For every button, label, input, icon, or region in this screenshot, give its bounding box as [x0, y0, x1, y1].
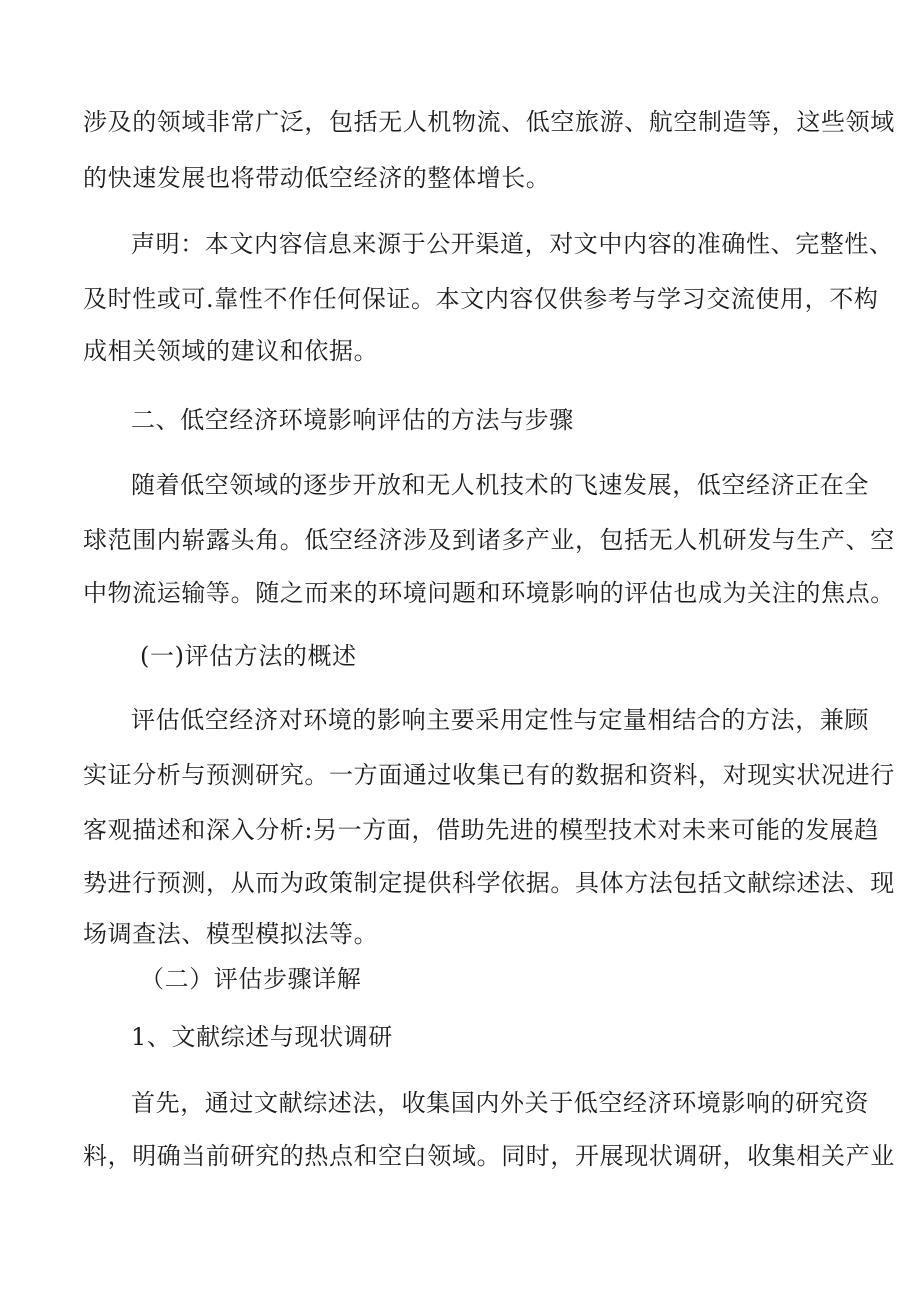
- section-2-paragraph-line-3: 中物流运输等。随之而来的环境问题和环境影响的评估也成为关注的焦点。: [83, 579, 895, 607]
- subsection-1-line-3: 客观描述和深入分析:另一方面，借助先进的模型技术对未来可能的发展趋: [83, 816, 879, 844]
- intro-line-2: 的快速发展也将带动低空经济的整体增长。: [83, 164, 551, 192]
- section-2-paragraph-line-2: 球范围内崭露头角。低空经济涉及到诸多产业，包括无人机研发与生产、空: [83, 526, 895, 554]
- subsection-1-line-5: 场调查法、模型模拟法等。: [83, 920, 379, 948]
- section-2-heading: 二、低空经济环境影响评估的方法与步骤: [131, 406, 574, 434]
- subsection-1-line-2: 实证分析与预测研究。一方面通过收集已有的数据和资料，对现实状况进行: [83, 761, 895, 789]
- subsection-2-heading: （二）评估步骤详解: [140, 965, 362, 993]
- step-1-line-2: 料，明确当前研究的热点和空白领域。同时，开展现状调研，收集相关产业: [83, 1142, 895, 1170]
- section-2-paragraph-line-1: 随着低空领域的逐步开放和无人机技术的飞速发展，低空经济正在全: [131, 471, 869, 499]
- subsection-1-line-1: 评估低空经济对环境的影响主要采用定性与定量相结合的方法，兼顾: [131, 706, 869, 734]
- disclaimer-line-2: 及时性或可.靠性不作任何保证。本文内容仅供参考与学习交流使用，不构: [83, 285, 879, 313]
- intro-line-1: 涉及的领域非常广泛，包括无人机物流、低空旅游、航空制造等，这些领域: [83, 108, 895, 136]
- disclaimer-line-1: 声明：本文内容信息来源于公开渠道，对文中内容的准确性、完整性、: [131, 230, 894, 258]
- disclaimer-line-3: 成相关领域的建议和依据。: [83, 337, 379, 365]
- subsection-1-heading: (一)评估方法的概述: [140, 642, 357, 670]
- step-1-line-1: 首先，通过文献综述法，收集国内外关于低空经济环境影响的研究资: [131, 1089, 869, 1117]
- step-1-heading: 1、文献综述与现状调研: [131, 1023, 393, 1051]
- subsection-1-line-4: 势进行预测，从而为政策制定提供科学依据。具体方法包括文献综述法、现: [83, 869, 895, 897]
